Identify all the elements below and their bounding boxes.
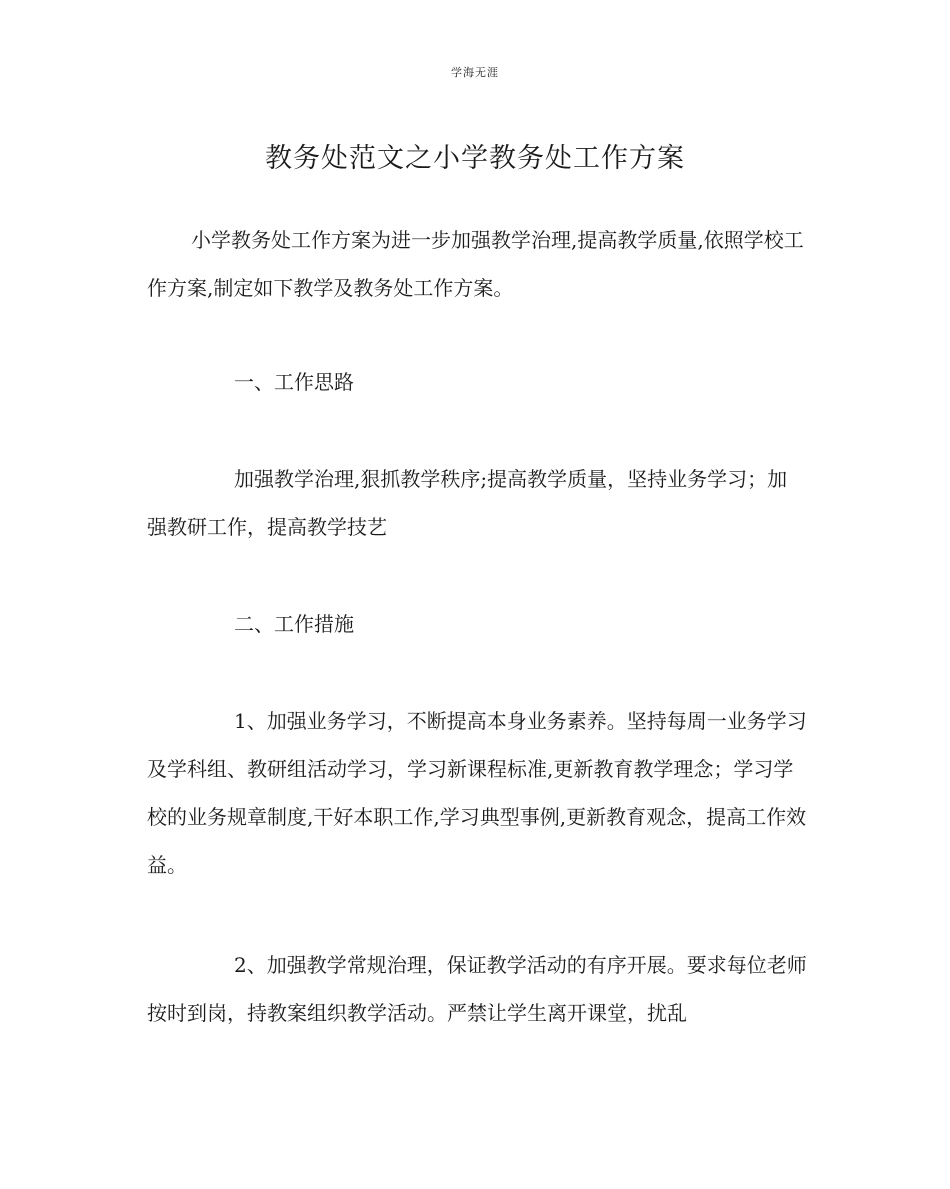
section2-heading: 二、工作措施 (234, 612, 354, 636)
section1-paragraph: 加强教学治理,狠抓教学秩序;提高教学质量，坚持业务学习；加强教研工作，提高教学技艺 (147, 467, 788, 539)
document-title: 教务处范文之小学教务处工作方案 (265, 143, 685, 174)
measure-item-1: 1、加强业务学习，不断提高本身业务素养。坚持每周一业务学习及学科组、教研组活动学习，学习新课程标准,更新教育教学理念；学习学校的业务规章制度,干好本职工作,学习典型事例,更新教育观念，提高工作效益。 (147, 709, 807, 877)
measure-item-2: 2、加强教学常规治理，保证教学活动的有序开展。要求每位老师按时到岗，持教案组织教学活动。严禁让学生离开课堂，扰乱 (147, 953, 807, 1025)
intro-paragraph: 小学教务处工作方案为进一步加强教学治理,提高教学质量,依照学校工作方案,制定如下教学及教务处工作方案。 (147, 228, 804, 300)
section1-heading: 一、工作思路 (234, 370, 354, 394)
page-header: 学海无涯 (451, 66, 499, 79)
